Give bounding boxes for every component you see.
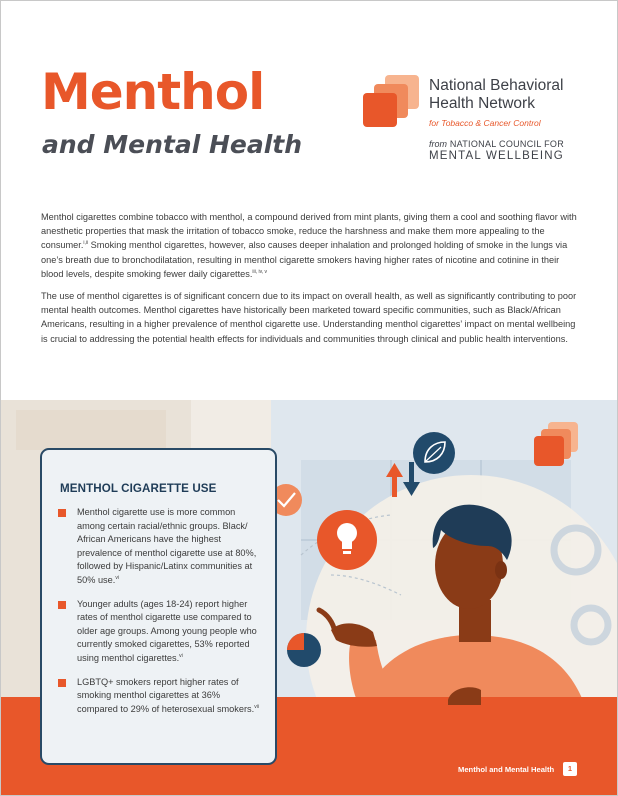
pie-chart-icon bbox=[287, 633, 321, 667]
square-bullet-icon bbox=[58, 509, 66, 517]
intro-text bbox=[41, 210, 581, 354]
list-item bbox=[58, 676, 263, 717]
page-subtitle: and Mental Health bbox=[42, 130, 303, 159]
from-prefix: from bbox=[429, 139, 447, 149]
from-line bbox=[429, 139, 564, 149]
org-tagline: for Tobacco & Cancer Control bbox=[429, 118, 541, 128]
footer-label: Menthol and Mental Health bbox=[458, 765, 555, 774]
leaf-icon bbox=[413, 432, 455, 474]
intro-paragraph-2: The use of menthol cigarettes is of significant concern due to its impact on overall health, as well as significantly contributing to poor mental health outcomes. Menthol cigarettes have historically been marketed toward specific communities, such as Black/African Americans, resulting in a higher prevalence of menthol cigarette use. Understanding menthol cigarettes’ impact on mental wellbeing is crucial to addressing the potential health effects for individuals and communities through clinical and public health interventions. bbox=[41, 291, 577, 344]
list-item bbox=[58, 598, 263, 666]
logo-squares-icon bbox=[363, 73, 423, 129]
org-name bbox=[429, 77, 563, 113]
reference-marker: vi bbox=[179, 652, 183, 659]
lightbulb-icon bbox=[317, 510, 377, 570]
callout-list bbox=[58, 506, 263, 726]
org-name-line1: National Behavioral bbox=[429, 77, 564, 94]
intro-p1-part-a: Menthol cigarettes combine tobacco with menthol, a compound derived from mint plants, giving them a cool and soothing flavor with anesthetic properties that mask the irritation of tobacco smoke, reduce the harshness and make them more appealing to the consumer. bbox=[41, 212, 577, 251]
square-bullet-icon bbox=[58, 679, 66, 687]
list-item bbox=[58, 506, 263, 588]
reference-marker: vii bbox=[254, 703, 259, 710]
intro-paragraph-1 bbox=[41, 210, 581, 281]
square-bullet-icon bbox=[58, 601, 66, 609]
org-name-line2: Health Network bbox=[429, 95, 535, 112]
intro-p1-part-b: Smoking menthol cigarettes, however, also causes deeper inhalation and prolonged holding of smoke in the lungs via one’s breath due to bronchodilatation, resulting in menthol cigarette smokers having higher rates of nicotine and cotinine in their blood levels, despite smoking fewer daily cigarettes. bbox=[41, 240, 568, 279]
list-item-text: Younger adults (ages 18-24) report higher rates of menthol cigarette use compared to older age groups. Among young people who currently smoked cigarettes, 53% reported using menthol cigarettes. bbox=[77, 598, 257, 663]
reference-marker: vi bbox=[115, 574, 119, 581]
list-item-text: Menthol cigarette use is more common among certain racial/ethnic groups. Black/ African Americans have the highest prevalence of menthol cigarette use at 80%, followed by Hispanic/Latinx communities at 50% use. bbox=[77, 507, 257, 585]
callout-box bbox=[40, 448, 277, 765]
list-item-text: LGBTQ+ smokers report higher rates of smoking menthol cigarettes at 36% compared to 29% of heterosexual smokers. bbox=[77, 676, 255, 714]
callout-title: MENTHOL CIGARETTE USE bbox=[60, 482, 217, 495]
reference-marker: i,ii bbox=[83, 240, 89, 247]
from-council: NATIONAL COUNCIL FOR bbox=[449, 139, 564, 149]
council-name: MENTAL WELLBEING bbox=[429, 150, 564, 162]
page-number: 1 bbox=[563, 762, 577, 776]
reference-marker: iii, iv, v bbox=[252, 268, 268, 275]
page-title: Menthol bbox=[41, 63, 265, 121]
